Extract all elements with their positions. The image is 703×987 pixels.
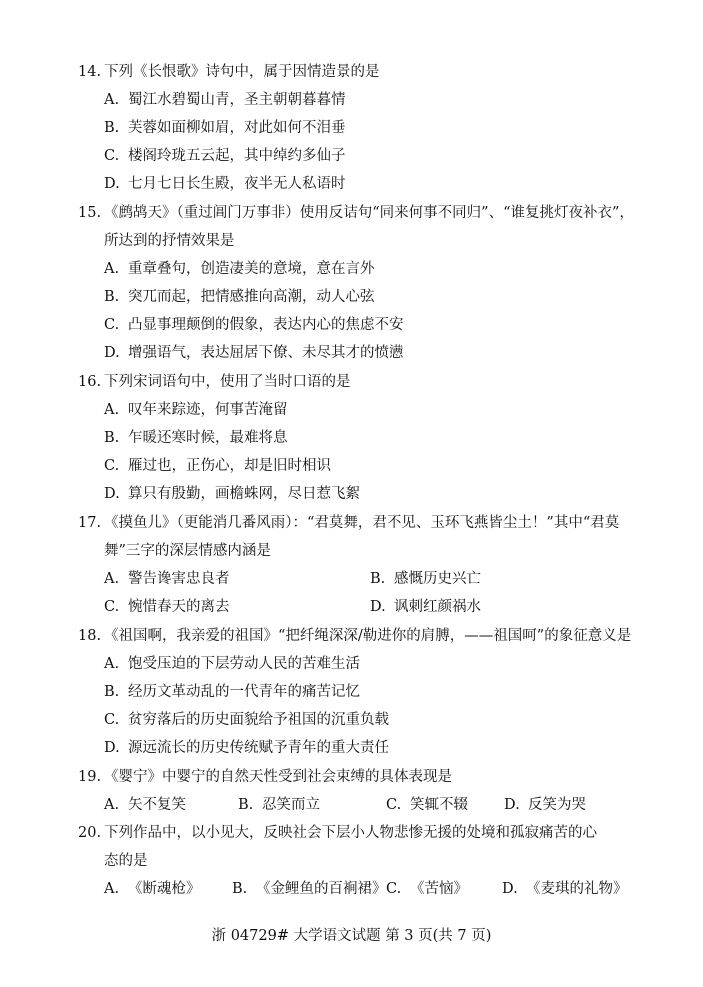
option-text: 惋惜春天的离去 (128, 599, 230, 615)
q18-option-a (104, 650, 360, 678)
option-label: B. (104, 684, 120, 700)
option-label: C. (104, 712, 120, 728)
q15-option-a (104, 255, 375, 283)
option-label: D. (104, 486, 120, 502)
option-text: 饱受压迫的下层劳动人民的苦难生活 (128, 656, 360, 672)
q19-option-a (104, 791, 186, 819)
q16-option-c (104, 452, 331, 480)
option-label: B. (232, 881, 248, 897)
option-text: 突兀而起，把情感推向高潮，动人心弦 (128, 289, 375, 305)
option-text: 凸显事理颠倒的假象，表达内心的焦虑不安 (128, 317, 404, 333)
option-label: C. (104, 148, 120, 164)
q16-option-a (104, 396, 288, 424)
question-text: 《摸鱼儿》（更能消几番风雨）：“君莫舞，君不见、玉环飞燕皆尘土！”其中“君莫 (104, 515, 620, 531)
option-label: A. (104, 92, 120, 108)
question-text: 《鹧鸪天》（重过阊门万事非）使用反诘句“同来何事不同归”、“谁复挑灯夜补衣”， (104, 205, 634, 221)
q19-option-c (386, 791, 468, 819)
option-text: 《苦恼》 (410, 881, 468, 897)
q18-option-c (104, 706, 389, 734)
option-label: D. (104, 345, 120, 361)
q16-option-b (104, 424, 288, 452)
option-text: 芙蓉如面柳如眉，对此如何不泪垂 (128, 120, 346, 136)
option-label: C. (104, 317, 120, 333)
option-text: 《断魂枪》 (128, 881, 201, 897)
option-text: 源远流长的历史传统赋予青年的重大责任 (128, 740, 389, 756)
q14-option-a (104, 86, 346, 114)
option-label: B. (104, 120, 120, 136)
q17-option-a (104, 565, 230, 593)
q20-option-a (104, 875, 201, 903)
option-text: 雁过也，正伤心，却是旧时相识 (128, 458, 331, 474)
option-label: D. (504, 797, 520, 813)
q14-option-b (104, 114, 346, 142)
option-label: A. (104, 881, 120, 897)
question-text: 《祖国啊，我亲爱的祖国》“把纤绳深深/勒进你的肩膊，——祖国呵”的象征意义是 (104, 628, 632, 644)
question-number: 18. (78, 628, 102, 644)
question-text: 下列作品中，以小见大，反映社会下层小人物悲惨无援的处境和孤寂痛苦的心 (104, 825, 597, 841)
q15-option-d (104, 339, 404, 367)
question-number: 15. (78, 205, 102, 221)
option-label: B. (370, 571, 386, 587)
q20-option-b (232, 875, 387, 903)
q15-option-b (104, 283, 375, 311)
q20-option-c (386, 875, 468, 903)
q17-option-d (370, 593, 481, 621)
q14-option-c (104, 142, 346, 170)
option-text: 笑辄不辍 (410, 797, 468, 813)
question-text-continued: 所达到的抒情效果是 (104, 233, 235, 249)
q17-option-b (370, 565, 481, 593)
option-label: B. (104, 289, 120, 305)
option-label: D. (502, 881, 518, 897)
option-text: 《麦琪的礼物》 (526, 881, 628, 897)
option-label: C. (386, 797, 402, 813)
question-number: 17. (78, 515, 102, 531)
option-text: 讽刺红颜祸水 (394, 599, 481, 615)
option-text: 忍笑而立 (262, 797, 320, 813)
option-text: 增强语气，表达屈居下僚、未尽其才的愤懑 (128, 345, 404, 361)
question-number: 14. (78, 64, 102, 80)
option-label: A. (104, 797, 120, 813)
option-text: 算只有殷勤，画檐蛛网，尽日惹飞絮 (128, 486, 360, 502)
option-text: 叹年来踪迹，何事苦淹留 (128, 402, 288, 418)
question-text: 《婴宁》中婴宁的自然天性受到社会束缚的具体表现是 (104, 769, 452, 785)
option-text: 警告谗害忠良者 (128, 571, 230, 587)
option-label: B. (238, 797, 254, 813)
option-text: 矢不复笑 (128, 797, 186, 813)
option-text: 乍暖还寒时候，最难将息 (128, 430, 288, 446)
option-label: A. (104, 402, 120, 418)
option-text: 蜀江水碧蜀山青，圣主朝朝暮暮情 (128, 92, 346, 108)
question-text: 下列宋词语句中，使用了当时口语的是 (104, 374, 351, 390)
question-number: 20. (78, 825, 102, 841)
question-number: 16. (78, 374, 102, 390)
option-text: 贫穷落后的历史面貌给予祖国的沉重负载 (128, 712, 389, 728)
option-text: 经历文革动乱的一代青年的痛苦记忆 (128, 684, 360, 700)
option-label: C. (104, 458, 120, 474)
q18-option-d (104, 734, 389, 762)
option-label: B. (104, 430, 120, 446)
q19-option-d (504, 791, 586, 819)
q18-option-b (104, 678, 360, 706)
question-text-continued: 舞”三字的深层情感内涵是 (104, 543, 271, 559)
q16-option-d (104, 480, 360, 508)
option-label: A. (104, 656, 120, 672)
option-label: D. (104, 176, 120, 192)
page-footer: 浙 04729# 大学语文试题 第 3 页(共 7 页) (211, 928, 492, 944)
option-text: 《金鲤鱼的百裥裙》 (256, 881, 387, 897)
option-text: 重章叠句，创造凄美的意境，意在言外 (128, 261, 375, 277)
option-label: A. (104, 571, 120, 587)
option-label: D. (370, 599, 386, 615)
q20-option-d (502, 875, 628, 903)
q14-option-d (104, 170, 346, 198)
q15-option-c (104, 311, 404, 339)
q19-option-b (238, 791, 320, 819)
option-label: A. (104, 261, 120, 277)
q17-option-c (104, 593, 230, 621)
option-text: 楼阁玲珑五云起，其中绰约多仙子 (128, 148, 346, 164)
option-label: C. (104, 599, 120, 615)
question-text: 下列《长恨歌》诗句中，属于因情造景的是 (104, 64, 380, 80)
option-text: 七月七日长生殿，夜半无人私语时 (128, 176, 346, 192)
option-text: 反笑为哭 (528, 797, 586, 813)
option-text: 感慨历史兴亡 (394, 571, 481, 587)
question-number: 19. (78, 769, 102, 785)
option-label: C. (386, 881, 402, 897)
option-label: D. (104, 740, 120, 756)
question-text-continued: 态的是 (104, 853, 148, 869)
